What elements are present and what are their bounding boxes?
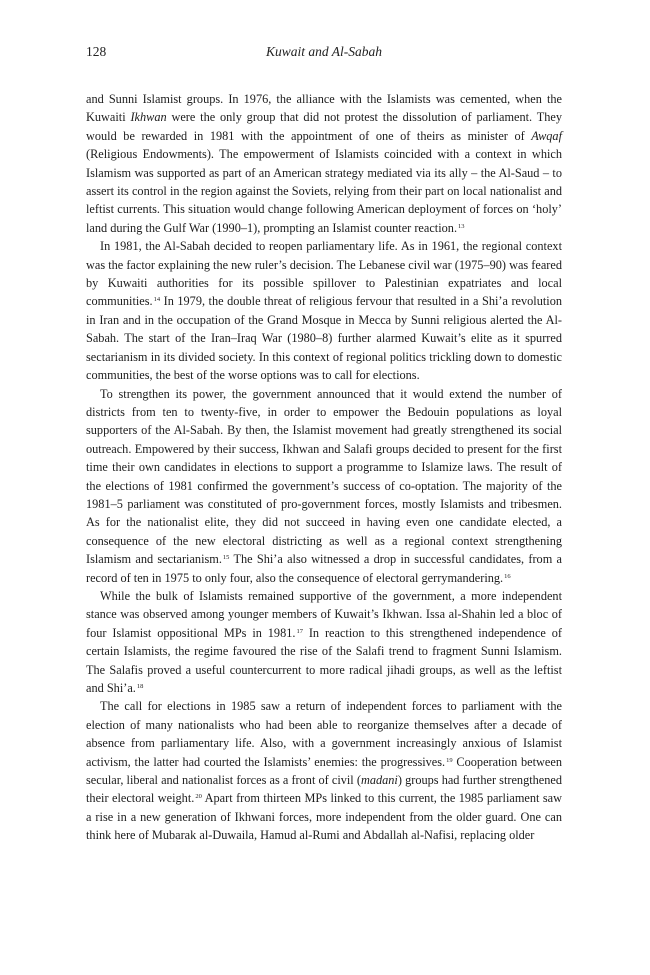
page-header: [86, 44, 562, 64]
text-run: ) groups had further strengthened their electoral weight.: [86, 773, 562, 806]
paragraph: [86, 697, 562, 844]
text-run: The Shi’a also witnessed a drop in successful candidates, from a record of ten in 1975 to only four, also the consequence of electoral gerrymandering.: [86, 552, 562, 585]
running-head: Kuwait and Al-Sabah: [265, 44, 382, 59]
text-run: Cooperation between secular, liberal and nationalist forces as a front of civil (: [86, 754, 562, 788]
text-run: were the only group that did not protest the dissolution of parliament. They would be rewarded in 1981 with the appointment of one of theirs as minister of: [86, 110, 562, 143]
paragraph: [86, 237, 562, 384]
italic-term: madani: [360, 773, 398, 788]
body-text: [86, 90, 562, 845]
text-run: and Sunni Islamist groups. In 1976, the alliance with the Islamists was cemented, when the Kuwaiti: [86, 92, 562, 125]
text-run: To strengthen its power, the government announced that it would extend the number of districts from ten to twenty-five, in order to empower the Bedouin populations as loyal supporters of the Al-Sabah. By then, the Islamist movement had greatly strengthened its social outreach. Empowered by their success, Ikhwan and Salafi groups decided to present for the first time their own candidates in elections to support a programme to Islamize laws. The result of the elections of 1981 confirmed the government’s success of co-optation. The majority of the 1981–5 parliament was constituted of pro-government forces, mostly Islamists and tribesmen. As for the nationalist elite, they did not succeed in having even one candidate elected, a consequence of the new electoral districting as well as a regional context strengthening Islamism and sectarianism.: [86, 386, 562, 567]
paragraph: [86, 587, 562, 697]
text-run: The call for elections in 1985 saw a return of independent forces to parliament with the election of many nationalists who had been able to reorganize themselves after a decade of absence from parliamentary life. Also, with a government increasingly anxious of Islamist activism, the latter had courted the Islamists’ enemies: the progressives.: [86, 699, 562, 769]
footnote-marker: 19: [446, 756, 453, 764]
text-run: In 1979, the double threat of religious fervour that resulted in a Shi’a revolution in Iran and in the occupation of the Grand Mosque in Mecca by Sunni religious alerted the Al-Sabah. The start of the Iran–Iraq War (1980–8) further alarmed Kuwait’s elite as it spurred sectarianism in its divided society. In this context of regional politics trickling down to domestic communities, the best of the worse options was to call for elections.: [86, 294, 562, 383]
footnote-marker: 14: [153, 296, 161, 304]
paragraph: [86, 385, 562, 587]
text-run: (Religious Endowments). The empowerment of Islamists coincided with a context in which Islamism was supported as part of an American strategy mediated via its ally – the Al-Saud – to assert its control in the region against the Soviets, relying from their part on local nationalist and leftist currents. This situation would change following American deployment of forces on ‘holy’ land during the Gulf War (1990–1), prompting an Islamist counter reaction.: [86, 147, 562, 235]
italic-term: Ikhwan: [130, 110, 167, 125]
page-number: 128: [86, 44, 107, 59]
text-run: In reaction to this strengthened independence of certain Islamists, the regime favoured the rise of the Salafi trend to fragment Sunni Islamism. The Salafis proved a useful countercurrent to more radical jihadi groups, as well as the leftist and Shi’a.: [86, 625, 562, 695]
footnote-marker: 16: [504, 572, 511, 580]
footnote-marker: 20: [195, 793, 202, 801]
text-run: Apart from thirteen MPs linked to this current, the 1985 parliament saw a rise in a new generation of Ikhwani forces, more independent from the older guard. One can think here of Mubarak al-Duwaila, Hamud al-Rumi and Abdallah al-Nafisi, replacing older: [86, 791, 562, 843]
footnote-marker: 15: [222, 554, 230, 562]
italic-term: Awqaf: [531, 128, 562, 143]
text-run: While the bulk of Islamists remained supportive of the government, a more independent stance was observed among younger members of Kuwait’s Ikhwan. Issa al-Shahin led a bloc of four Islamist oppositional MPs in 1981.: [86, 588, 562, 640]
footnote-marker: 13: [458, 222, 465, 230]
footnote-marker: 18: [136, 683, 144, 690]
text-run: In 1981, the Al-Sabah decided to reopen parliamentary life. As in 1961, the regional context was the factor explaining the new ruler’s decision. The Lebanese civil war (1975–90) was feared by Kuwaiti authorities for its possible spillover to Palestinian expatriates and local communities.: [86, 239, 562, 309]
footnote-marker: 17: [296, 627, 303, 635]
paragraph: [86, 90, 562, 237]
